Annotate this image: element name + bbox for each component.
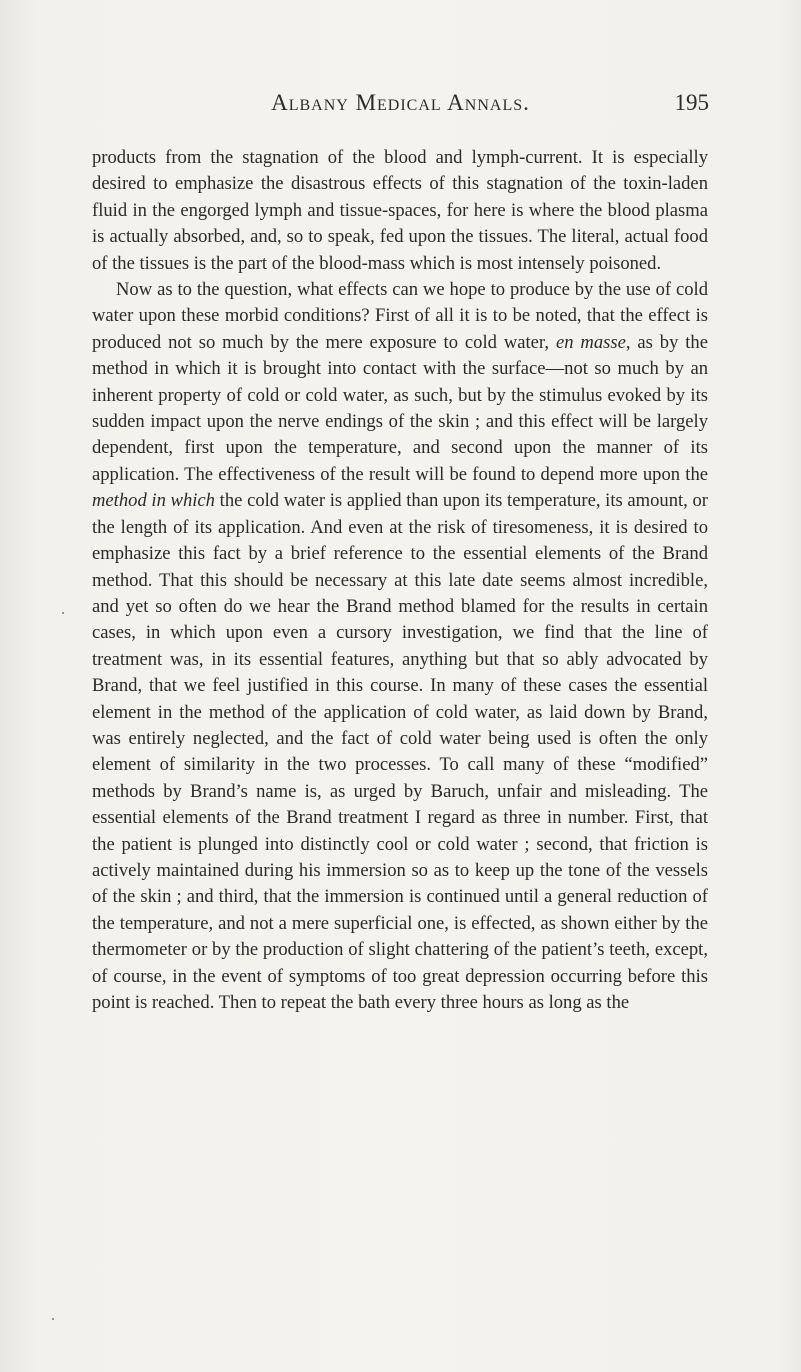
italic-phrase-method: method in which	[92, 490, 215, 512]
paper-speck	[52, 1318, 54, 1320]
body-text	[92, 145, 708, 1016]
text-run: the cold water is applied than upon its temperature, its amount, or the length of its application. And even at the risk of tiresomeness, it is desired to emphasize this fact by a brief reference to the essential elements of the Brand method. That this should be necessary at this late date seems almost incredible, and yet so often do we hear the Brand method blamed for the results in certain cases, in which upon even a cursory investigation, we find that the line of treatment was, in its essential features, anything but that so ably advocated by Brand, that we feel justified in this course. In many of these cases the essential element in the method of the application of cold water, as laid down by Brand, was entirely neglected, and the fact of cold water being used is often the only element of similarity in the two processes. To call many of these “modified” methods by Brand’s name is, as urged by Baruch, unfair and misleading. The essential elements of the Brand treatment I regard as three in number. First, that the patient is plunged into distinctly cool or cold water ; second, that friction is actively maintained during his immersion so as to keep up the tone of the vessels of the skin ; and third, that the immersion is continued until a general reduction of the temperature, and not a mere superficial one, is effected, as shown either by the thermometer or by the production of slight chattering of the patient’s teeth, except, of course, in the event of symptoms of too great depression occurring before this point is reached. Then to repeat the bath every three hours as long as the	[92, 490, 708, 1013]
paragraph-continuation: products from the stagnation of the blood and lymph-current. It is especially desired to emphasize the disastrous effects of this stagnation of the toxin-laden fluid in the engorged lymph and tissue-spaces, for here is where the blood plasma is actually absorbed, and, so to speak, fed upon the tissues. The literal, actual food of the tissues is the part of the blood-mass which is most intensely poisoned.	[92, 147, 708, 274]
page-header	[0, 90, 801, 120]
page-number: 195	[674, 90, 709, 115]
italic-phrase-en-masse: en masse	[555, 331, 626, 353]
running-title: Albany Medical Annals.	[271, 90, 530, 115]
paragraph-cold-water	[92, 277, 708, 1016]
text-run: Now as to the question, what effects can we hope to produce by the use of cold water upon these morbid conditions? First of all it is to be noted, that the effect is produced not so much by the mere exposure to cold water,	[92, 279, 708, 353]
text-run: , as by the method in which it is brought into contact with the surface—not so much by an inherent property of cold or cold water, as such, but by the stimulus evoked by its sudden impact upon the nerve endings of the skin ; and this effect will be largely dependent, first upon the temperature, and second upon the manner of its application. The effectiveness of the result will be found to depend more upon the	[92, 331, 708, 485]
paper-speck	[62, 612, 64, 614]
